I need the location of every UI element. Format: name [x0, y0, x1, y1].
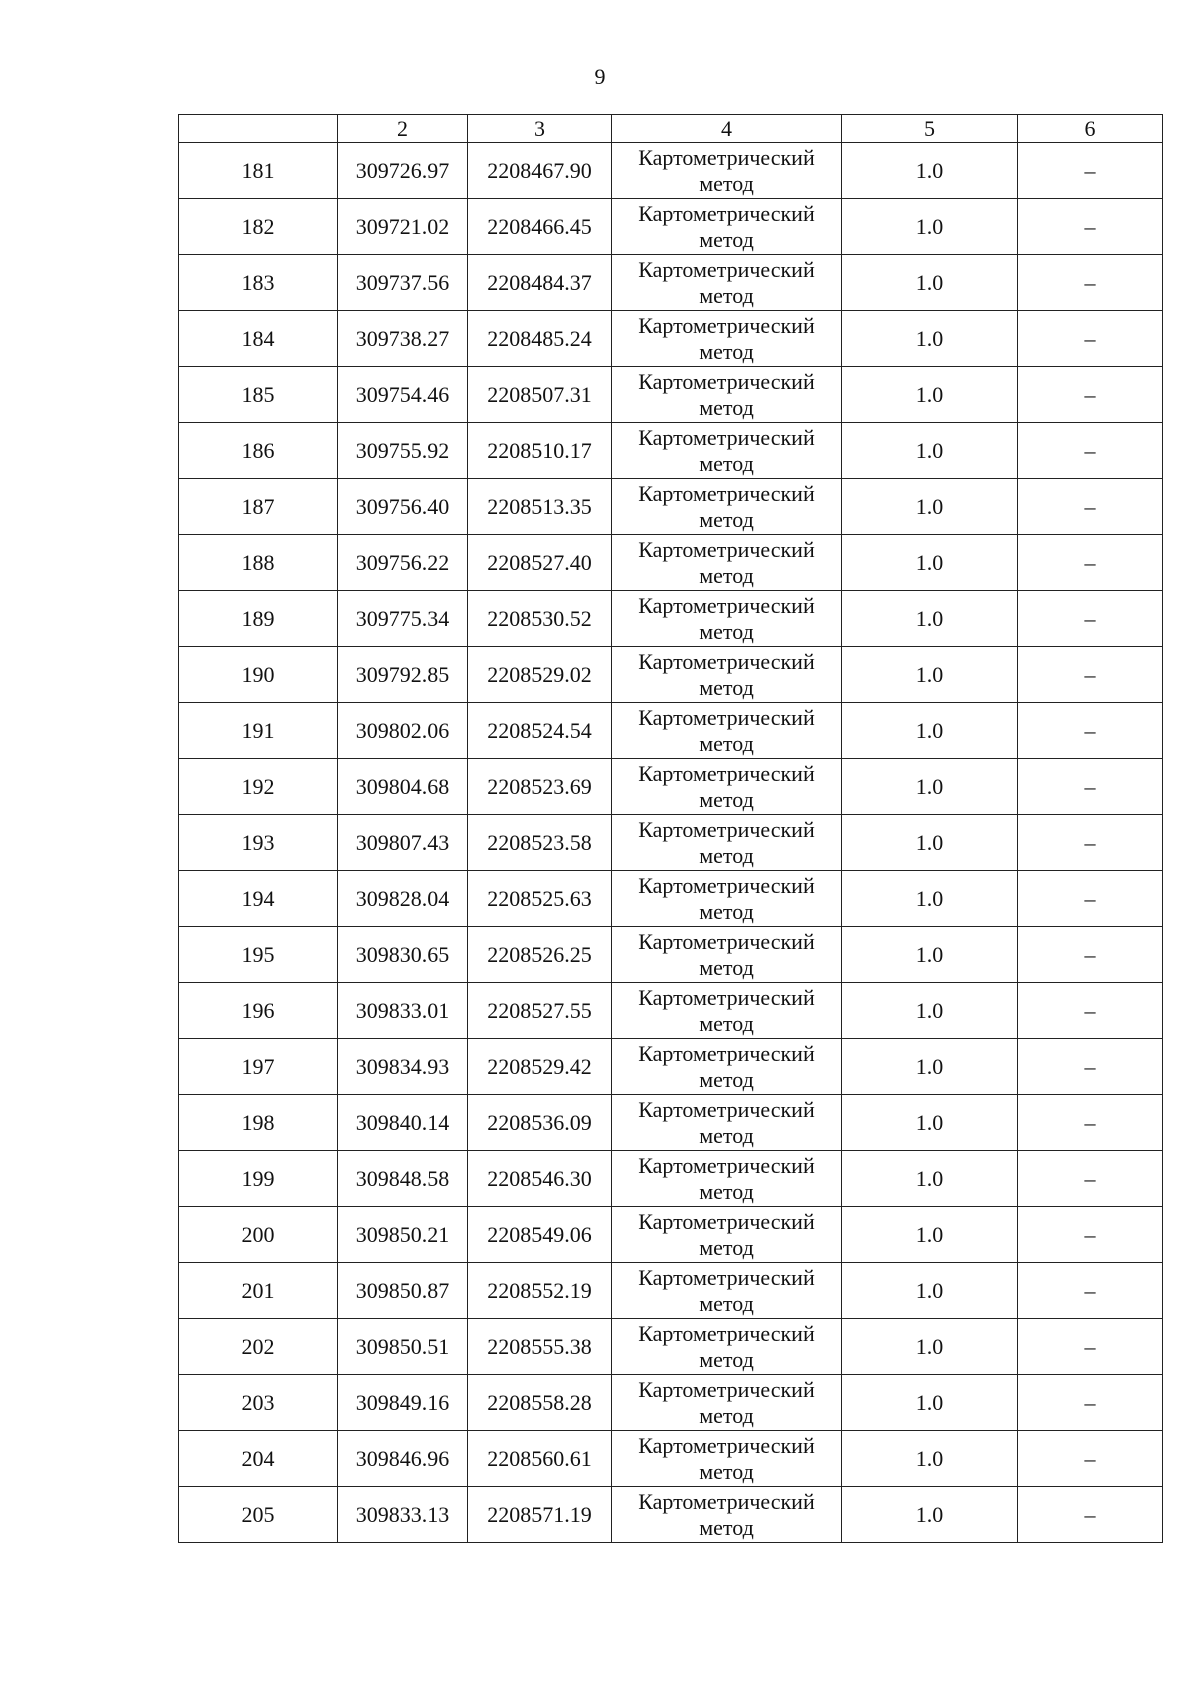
- description-cell: –: [1018, 1095, 1163, 1151]
- y-coordinate-cell: 2208558.28: [468, 1375, 612, 1431]
- description-cell: –: [1018, 1319, 1163, 1375]
- method-cell: [612, 1431, 842, 1487]
- accuracy-cell: 1.0: [842, 591, 1018, 647]
- method-cell: [612, 1151, 842, 1207]
- point-number-cell: 185: [179, 367, 338, 423]
- point-number-cell: 191: [179, 703, 338, 759]
- x-coordinate-cell: 309792.85: [338, 647, 468, 703]
- description-cell: –: [1018, 367, 1163, 423]
- method-line-2: метод: [699, 954, 754, 980]
- x-coordinate-cell: 309802.06: [338, 703, 468, 759]
- header-cell-2: 2: [338, 115, 468, 143]
- description-cell: –: [1018, 983, 1163, 1039]
- description-cell: –: [1018, 871, 1163, 927]
- point-number-cell: 194: [179, 871, 338, 927]
- accuracy-cell: 1.0: [842, 703, 1018, 759]
- table-row: [179, 535, 1163, 591]
- table-row: [179, 143, 1163, 199]
- point-number-cell: 202: [179, 1319, 338, 1375]
- method-cell: [612, 143, 842, 199]
- method-line-2: метод: [699, 1178, 754, 1204]
- method-cell: [612, 815, 842, 871]
- method-cell: [612, 1207, 842, 1263]
- method-line-1: Картометрический: [638, 1096, 815, 1122]
- table-row: [179, 199, 1163, 255]
- accuracy-cell: 1.0: [842, 367, 1018, 423]
- method-cell: [612, 1263, 842, 1319]
- table-row: [179, 647, 1163, 703]
- method-cell: [612, 927, 842, 983]
- point-number-cell: 200: [179, 1207, 338, 1263]
- accuracy-cell: 1.0: [842, 423, 1018, 479]
- accuracy-cell: 1.0: [842, 1487, 1018, 1543]
- accuracy-cell: 1.0: [842, 647, 1018, 703]
- point-number-cell: 181: [179, 143, 338, 199]
- y-coordinate-cell: 2208467.90: [468, 143, 612, 199]
- method-line-1: Картометрический: [638, 704, 815, 730]
- method-line-1: Картометрический: [638, 816, 815, 842]
- accuracy-cell: 1.0: [842, 815, 1018, 871]
- method-cell: [612, 1319, 842, 1375]
- method-line-1: Картометрический: [638, 424, 815, 450]
- x-coordinate-cell: 309828.04: [338, 871, 468, 927]
- y-coordinate-cell: 2208560.61: [468, 1431, 612, 1487]
- point-number-cell: 190: [179, 647, 338, 703]
- y-coordinate-cell: 2208523.69: [468, 759, 612, 815]
- x-coordinate-cell: 309850.51: [338, 1319, 468, 1375]
- description-cell: –: [1018, 535, 1163, 591]
- method-cell: [612, 703, 842, 759]
- point-number-cell: 204: [179, 1431, 338, 1487]
- y-coordinate-cell: 2208571.19: [468, 1487, 612, 1543]
- method-line-2: метод: [699, 1122, 754, 1148]
- point-number-cell: 192: [179, 759, 338, 815]
- accuracy-cell: 1.0: [842, 143, 1018, 199]
- method-cell: [612, 1039, 842, 1095]
- point-number-cell: 205: [179, 1487, 338, 1543]
- method-cell: [612, 1487, 842, 1543]
- method-line-2: метод: [699, 170, 754, 196]
- table-row: [179, 1375, 1163, 1431]
- x-coordinate-cell: 309756.40: [338, 479, 468, 535]
- point-number-cell: 201: [179, 1263, 338, 1319]
- header-cell-1: [179, 115, 338, 143]
- method-cell: [612, 591, 842, 647]
- description-cell: –: [1018, 423, 1163, 479]
- y-coordinate-cell: 2208527.40: [468, 535, 612, 591]
- method-line-1: Картометрический: [638, 200, 815, 226]
- accuracy-cell: 1.0: [842, 759, 1018, 815]
- y-coordinate-cell: 2208530.52: [468, 591, 612, 647]
- table-row: [179, 927, 1163, 983]
- coordinates-table: [178, 114, 1163, 1543]
- description-cell: –: [1018, 647, 1163, 703]
- y-coordinate-cell: 2208513.35: [468, 479, 612, 535]
- y-coordinate-cell: 2208549.06: [468, 1207, 612, 1263]
- method-line-2: метод: [699, 1458, 754, 1484]
- method-line-2: метод: [699, 1402, 754, 1428]
- method-line-2: метод: [699, 786, 754, 812]
- table-row: [179, 1039, 1163, 1095]
- accuracy-cell: 1.0: [842, 1207, 1018, 1263]
- table-row: [179, 255, 1163, 311]
- table-row: [179, 815, 1163, 871]
- table-row: [179, 759, 1163, 815]
- description-cell: –: [1018, 1207, 1163, 1263]
- method-line-2: метод: [699, 1514, 754, 1540]
- point-number-cell: 199: [179, 1151, 338, 1207]
- y-coordinate-cell: 2208485.24: [468, 311, 612, 367]
- accuracy-cell: 1.0: [842, 1319, 1018, 1375]
- method-cell: [612, 983, 842, 1039]
- description-cell: –: [1018, 1431, 1163, 1487]
- table-row: [179, 703, 1163, 759]
- x-coordinate-cell: 309754.46: [338, 367, 468, 423]
- table-row: [179, 1263, 1163, 1319]
- x-coordinate-cell: 309726.97: [338, 143, 468, 199]
- description-cell: –: [1018, 1487, 1163, 1543]
- table-row: [179, 1487, 1163, 1543]
- method-line-1: Картометрический: [638, 368, 815, 394]
- method-line-2: метод: [699, 282, 754, 308]
- accuracy-cell: 1.0: [842, 927, 1018, 983]
- method-line-2: метод: [699, 450, 754, 476]
- method-line-1: Картометрический: [638, 256, 815, 282]
- description-cell: –: [1018, 143, 1163, 199]
- table-row: [179, 871, 1163, 927]
- y-coordinate-cell: 2208484.37: [468, 255, 612, 311]
- point-number-cell: 182: [179, 199, 338, 255]
- method-line-2: метод: [699, 562, 754, 588]
- method-line-2: метод: [699, 338, 754, 364]
- x-coordinate-cell: 309840.14: [338, 1095, 468, 1151]
- method-line-2: метод: [699, 394, 754, 420]
- method-cell: [612, 1095, 842, 1151]
- y-coordinate-cell: 2208555.38: [468, 1319, 612, 1375]
- method-line-1: Картометрический: [638, 1488, 815, 1514]
- y-coordinate-cell: 2208536.09: [468, 1095, 612, 1151]
- table-row: [179, 1151, 1163, 1207]
- accuracy-cell: 1.0: [842, 199, 1018, 255]
- method-line-2: метод: [699, 226, 754, 252]
- method-line-1: Картометрический: [638, 1040, 815, 1066]
- method-line-1: Картометрический: [638, 928, 815, 954]
- method-line-1: Картометрический: [638, 1208, 815, 1234]
- y-coordinate-cell: 2208523.58: [468, 815, 612, 871]
- y-coordinate-cell: 2208529.02: [468, 647, 612, 703]
- method-line-2: метод: [699, 1290, 754, 1316]
- method-line-1: Картометрический: [638, 536, 815, 562]
- method-line-1: Картометрический: [638, 1152, 815, 1178]
- point-number-cell: 186: [179, 423, 338, 479]
- method-cell: [612, 871, 842, 927]
- x-coordinate-cell: 309834.93: [338, 1039, 468, 1095]
- x-coordinate-cell: 309756.22: [338, 535, 468, 591]
- method-line-1: Картометрический: [638, 480, 815, 506]
- x-coordinate-cell: 309721.02: [338, 199, 468, 255]
- accuracy-cell: 1.0: [842, 1431, 1018, 1487]
- point-number-cell: 196: [179, 983, 338, 1039]
- x-coordinate-cell: 309833.01: [338, 983, 468, 1039]
- method-line-2: метод: [699, 1066, 754, 1092]
- x-coordinate-cell: 309804.68: [338, 759, 468, 815]
- description-cell: –: [1018, 815, 1163, 871]
- page-number: 9: [594, 64, 606, 89]
- method-line-2: метод: [699, 618, 754, 644]
- accuracy-cell: 1.0: [842, 479, 1018, 535]
- x-coordinate-cell: 309850.21: [338, 1207, 468, 1263]
- method-line-2: метод: [699, 730, 754, 756]
- method-line-1: Картометрический: [638, 312, 815, 338]
- description-cell: –: [1018, 1375, 1163, 1431]
- point-number-cell: 195: [179, 927, 338, 983]
- method-cell: [612, 199, 842, 255]
- accuracy-cell: 1.0: [842, 1151, 1018, 1207]
- method-cell: [612, 255, 842, 311]
- accuracy-cell: 1.0: [842, 1263, 1018, 1319]
- point-number-cell: 193: [179, 815, 338, 871]
- x-coordinate-cell: 309833.13: [338, 1487, 468, 1543]
- method-line-2: метод: [699, 1346, 754, 1372]
- table-row: [179, 311, 1163, 367]
- accuracy-cell: 1.0: [842, 1095, 1018, 1151]
- accuracy-cell: 1.0: [842, 1375, 1018, 1431]
- header-cell-3: 3: [468, 115, 612, 143]
- description-cell: –: [1018, 199, 1163, 255]
- method-line-1: Картометрический: [638, 144, 815, 170]
- y-coordinate-cell: 2208527.55: [468, 983, 612, 1039]
- accuracy-cell: 1.0: [842, 311, 1018, 367]
- method-line-1: Картометрический: [638, 592, 815, 618]
- method-line-2: метод: [699, 1234, 754, 1260]
- accuracy-cell: 1.0: [842, 983, 1018, 1039]
- point-number-cell: 187: [179, 479, 338, 535]
- method-line-2: метод: [699, 842, 754, 868]
- method-line-1: Картометрический: [638, 984, 815, 1010]
- method-cell: [612, 311, 842, 367]
- method-line-1: Картометрический: [638, 1376, 815, 1402]
- accuracy-cell: 1.0: [842, 255, 1018, 311]
- x-coordinate-cell: 309775.34: [338, 591, 468, 647]
- method-line-1: Картометрический: [638, 648, 815, 674]
- y-coordinate-cell: 2208507.31: [468, 367, 612, 423]
- table-row: [179, 423, 1163, 479]
- y-coordinate-cell: 2208510.17: [468, 423, 612, 479]
- method-cell: [612, 479, 842, 535]
- description-cell: –: [1018, 703, 1163, 759]
- method-line-2: метод: [699, 674, 754, 700]
- y-coordinate-cell: 2208546.30: [468, 1151, 612, 1207]
- point-number-cell: 198: [179, 1095, 338, 1151]
- description-cell: –: [1018, 255, 1163, 311]
- table-row: [179, 1319, 1163, 1375]
- method-cell: [612, 647, 842, 703]
- method-line-2: метод: [699, 506, 754, 532]
- y-coordinate-cell: 2208529.42: [468, 1039, 612, 1095]
- x-coordinate-cell: 309850.87: [338, 1263, 468, 1319]
- point-number-cell: 188: [179, 535, 338, 591]
- x-coordinate-cell: 309737.56: [338, 255, 468, 311]
- description-cell: –: [1018, 1263, 1163, 1319]
- description-cell: –: [1018, 1039, 1163, 1095]
- point-number-cell: 203: [179, 1375, 338, 1431]
- table-row: [179, 591, 1163, 647]
- method-line-1: Картометрический: [638, 1264, 815, 1290]
- description-cell: –: [1018, 927, 1163, 983]
- accuracy-cell: 1.0: [842, 1039, 1018, 1095]
- accuracy-cell: 1.0: [842, 535, 1018, 591]
- method-line-2: метод: [699, 1010, 754, 1036]
- description-cell: –: [1018, 1151, 1163, 1207]
- y-coordinate-cell: 2208526.25: [468, 927, 612, 983]
- table-header-row: [179, 115, 1163, 143]
- header-cell-5: 5: [842, 115, 1018, 143]
- method-cell: [612, 423, 842, 479]
- method-line-1: Картометрический: [638, 1320, 815, 1346]
- method-line-2: метод: [699, 898, 754, 924]
- x-coordinate-cell: 309846.96: [338, 1431, 468, 1487]
- x-coordinate-cell: 309738.27: [338, 311, 468, 367]
- method-cell: [612, 1375, 842, 1431]
- point-number-cell: 189: [179, 591, 338, 647]
- y-coordinate-cell: 2208525.63: [468, 871, 612, 927]
- description-cell: –: [1018, 591, 1163, 647]
- x-coordinate-cell: 309848.58: [338, 1151, 468, 1207]
- point-number-cell: 184: [179, 311, 338, 367]
- method-line-1: Картометрический: [638, 1432, 815, 1458]
- header-cell-4: 4: [612, 115, 842, 143]
- y-coordinate-cell: 2208524.54: [468, 703, 612, 759]
- x-coordinate-cell: 309807.43: [338, 815, 468, 871]
- method-line-1: Картометрический: [638, 760, 815, 786]
- accuracy-cell: 1.0: [842, 871, 1018, 927]
- table-row: [179, 1095, 1163, 1151]
- table-row: [179, 367, 1163, 423]
- x-coordinate-cell: 309849.16: [338, 1375, 468, 1431]
- method-cell: [612, 759, 842, 815]
- description-cell: –: [1018, 479, 1163, 535]
- x-coordinate-cell: 309755.92: [338, 423, 468, 479]
- table-row: [179, 1207, 1163, 1263]
- method-line-1: Картометрический: [638, 872, 815, 898]
- point-number-cell: 183: [179, 255, 338, 311]
- point-number-cell: 197: [179, 1039, 338, 1095]
- y-coordinate-cell: 2208466.45: [468, 199, 612, 255]
- description-cell: –: [1018, 759, 1163, 815]
- y-coordinate-cell: 2208552.19: [468, 1263, 612, 1319]
- table-row: [179, 983, 1163, 1039]
- table-row: [179, 1431, 1163, 1487]
- method-cell: [612, 535, 842, 591]
- description-cell: –: [1018, 311, 1163, 367]
- method-cell: [612, 367, 842, 423]
- x-coordinate-cell: 309830.65: [338, 927, 468, 983]
- table-row: [179, 479, 1163, 535]
- header-cell-6: 6: [1018, 115, 1163, 143]
